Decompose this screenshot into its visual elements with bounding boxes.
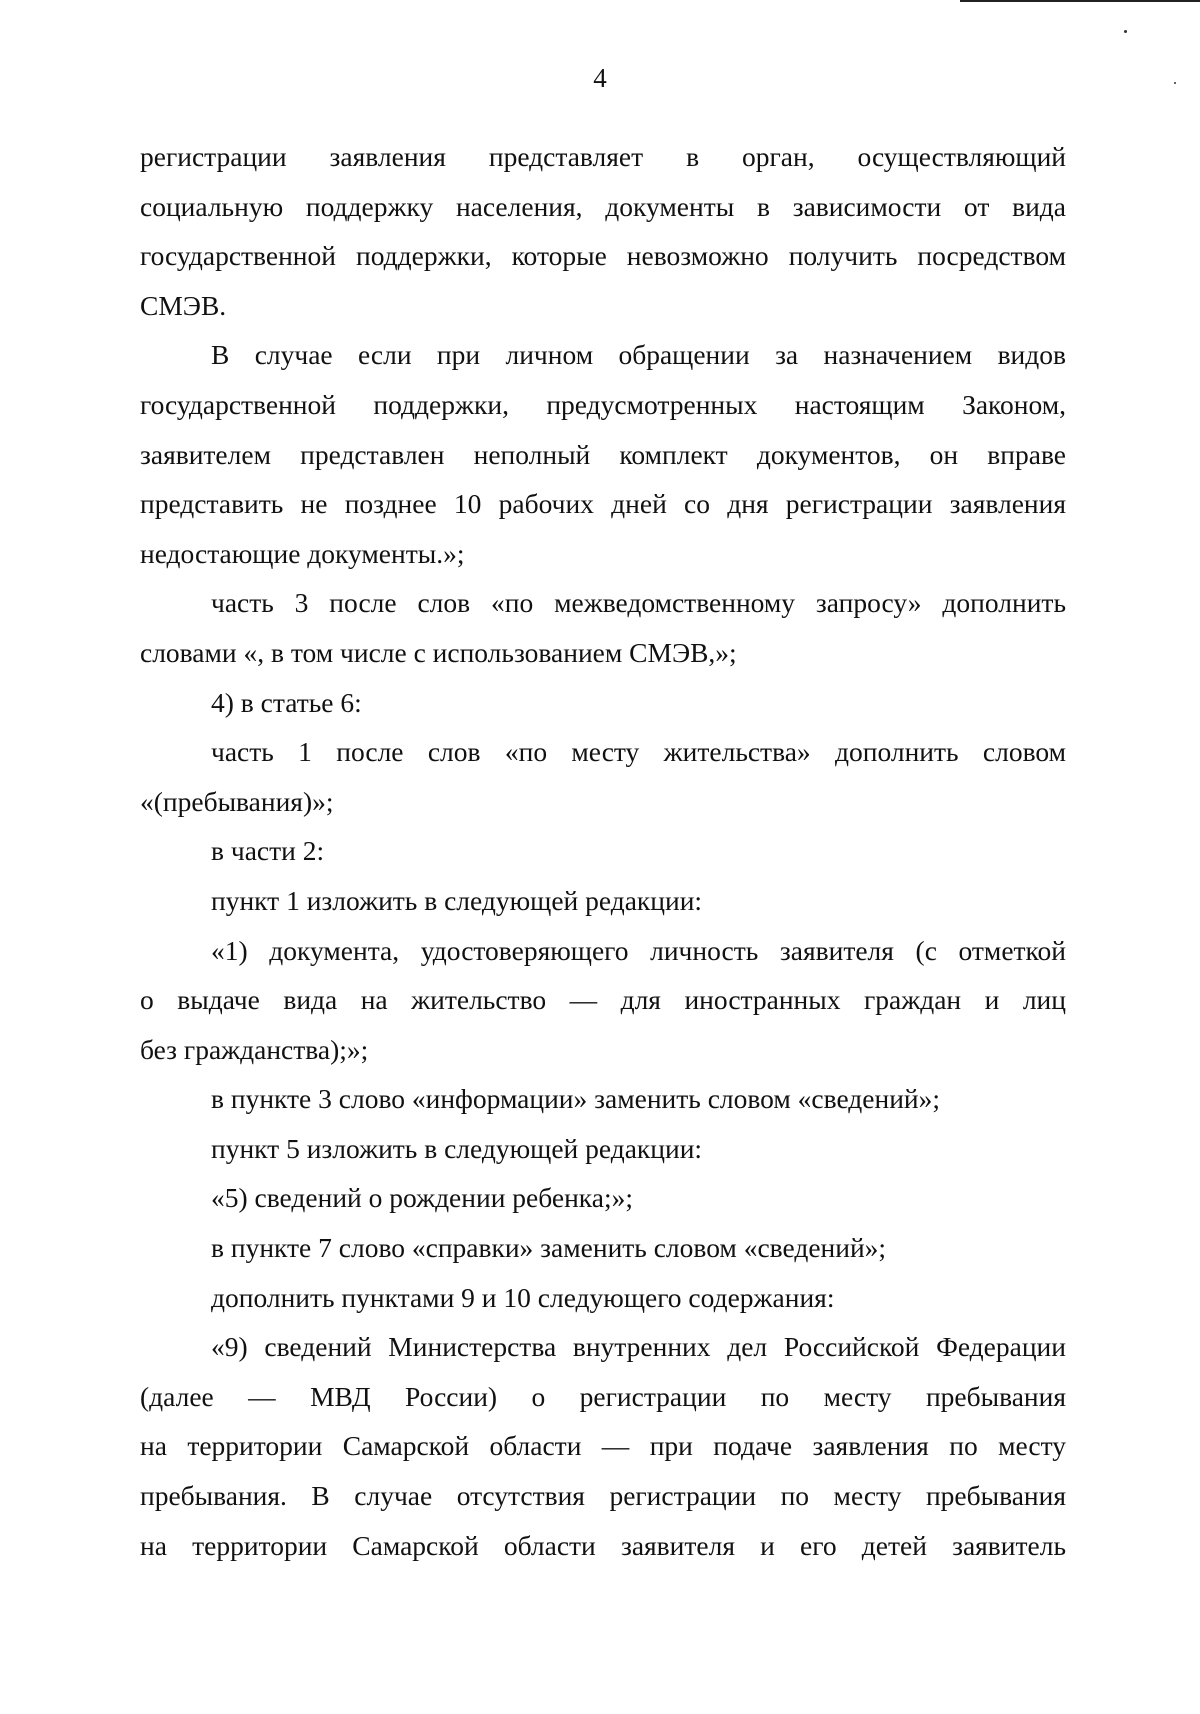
paragraph-first-line: в пункте 7 слово «справки» заменить словом «сведений»; xyxy=(211,1232,887,1264)
paragraph-first-line: часть 3 после слов «по межведомственному запросу» дополнить xyxy=(211,587,1066,619)
paragraph-first-line: «1) документа, удостоверяющего личность заявителя (с отметкой xyxy=(211,934,1066,966)
text-line: словами «, в том числе с использованием СМЭВ,»; xyxy=(140,636,737,668)
text-line: на территории Самарской области — при подаче заявления по месту xyxy=(140,1430,1066,1462)
text-line: заявителем представлен неполный комплект документов, он вправе xyxy=(140,438,1066,470)
top-edge-rule xyxy=(960,0,1200,2)
text-line: государственной поддержки, которые невозможно получить посредством xyxy=(140,240,1066,272)
text-line: «(пребывания)»; xyxy=(140,785,334,817)
paragraph-first-line: в части 2: xyxy=(211,835,325,867)
text-line: государственной поддержки, предусмотренных настоящим Законом, xyxy=(140,388,1066,420)
text-line: пребывания. В случае отсутствия регистрации по месту пребывания xyxy=(140,1480,1066,1512)
paragraph-first-line: дополнить пунктами 9 и 10 следующего содержания: xyxy=(211,1281,835,1313)
document-text xyxy=(140,132,1066,1570)
text-line: о выдаче вида на жительство — для иностранных граждан и лиц xyxy=(140,984,1066,1016)
paragraph-first-line: «9) сведений Министерства внутренних дел Российской Федерации xyxy=(211,1331,1066,1363)
page-number: 4 xyxy=(593,63,607,93)
paragraph-first-line: В случае если при личном обращении за назначением видов xyxy=(211,339,1066,371)
paragraph-first-line: часть 1 после слов «по месту жительства» дополнить словом xyxy=(211,736,1066,768)
paragraph-first-line: в пункте 3 слово «информации» заменить словом «сведений»; xyxy=(211,1083,941,1115)
text-line: недостающие документы.»; xyxy=(140,537,465,569)
text-line: на территории Самарской области заявителя и его детей заявитель xyxy=(140,1529,1066,1561)
scan-speck xyxy=(1124,30,1127,33)
paragraph-first-line: пункт 1 изложить в следующей редакции: xyxy=(211,884,703,916)
scan-speck xyxy=(1174,82,1176,84)
paragraph-first-line: пункт 5 изложить в следующей редакции: xyxy=(211,1132,703,1164)
text-line: социальную поддержку населения, документы в зависимости от вида xyxy=(140,190,1066,222)
paragraph-first-line: «5) сведений о рождении ребенка;»; xyxy=(211,1182,633,1214)
text-line: СМЭВ. xyxy=(140,289,227,321)
text-line: (далее — МВД России) о регистрации по месту пребывания xyxy=(140,1380,1066,1412)
text-line: представить не позднее 10 рабочих дней со дня регистрации заявления xyxy=(140,488,1066,520)
text-line: без гражданства);»; xyxy=(140,1033,369,1065)
text-line: регистрации заявления представляет в орган, осуществляющий xyxy=(140,141,1066,172)
paragraph-first-line: 4) в статье 6: xyxy=(211,686,362,718)
